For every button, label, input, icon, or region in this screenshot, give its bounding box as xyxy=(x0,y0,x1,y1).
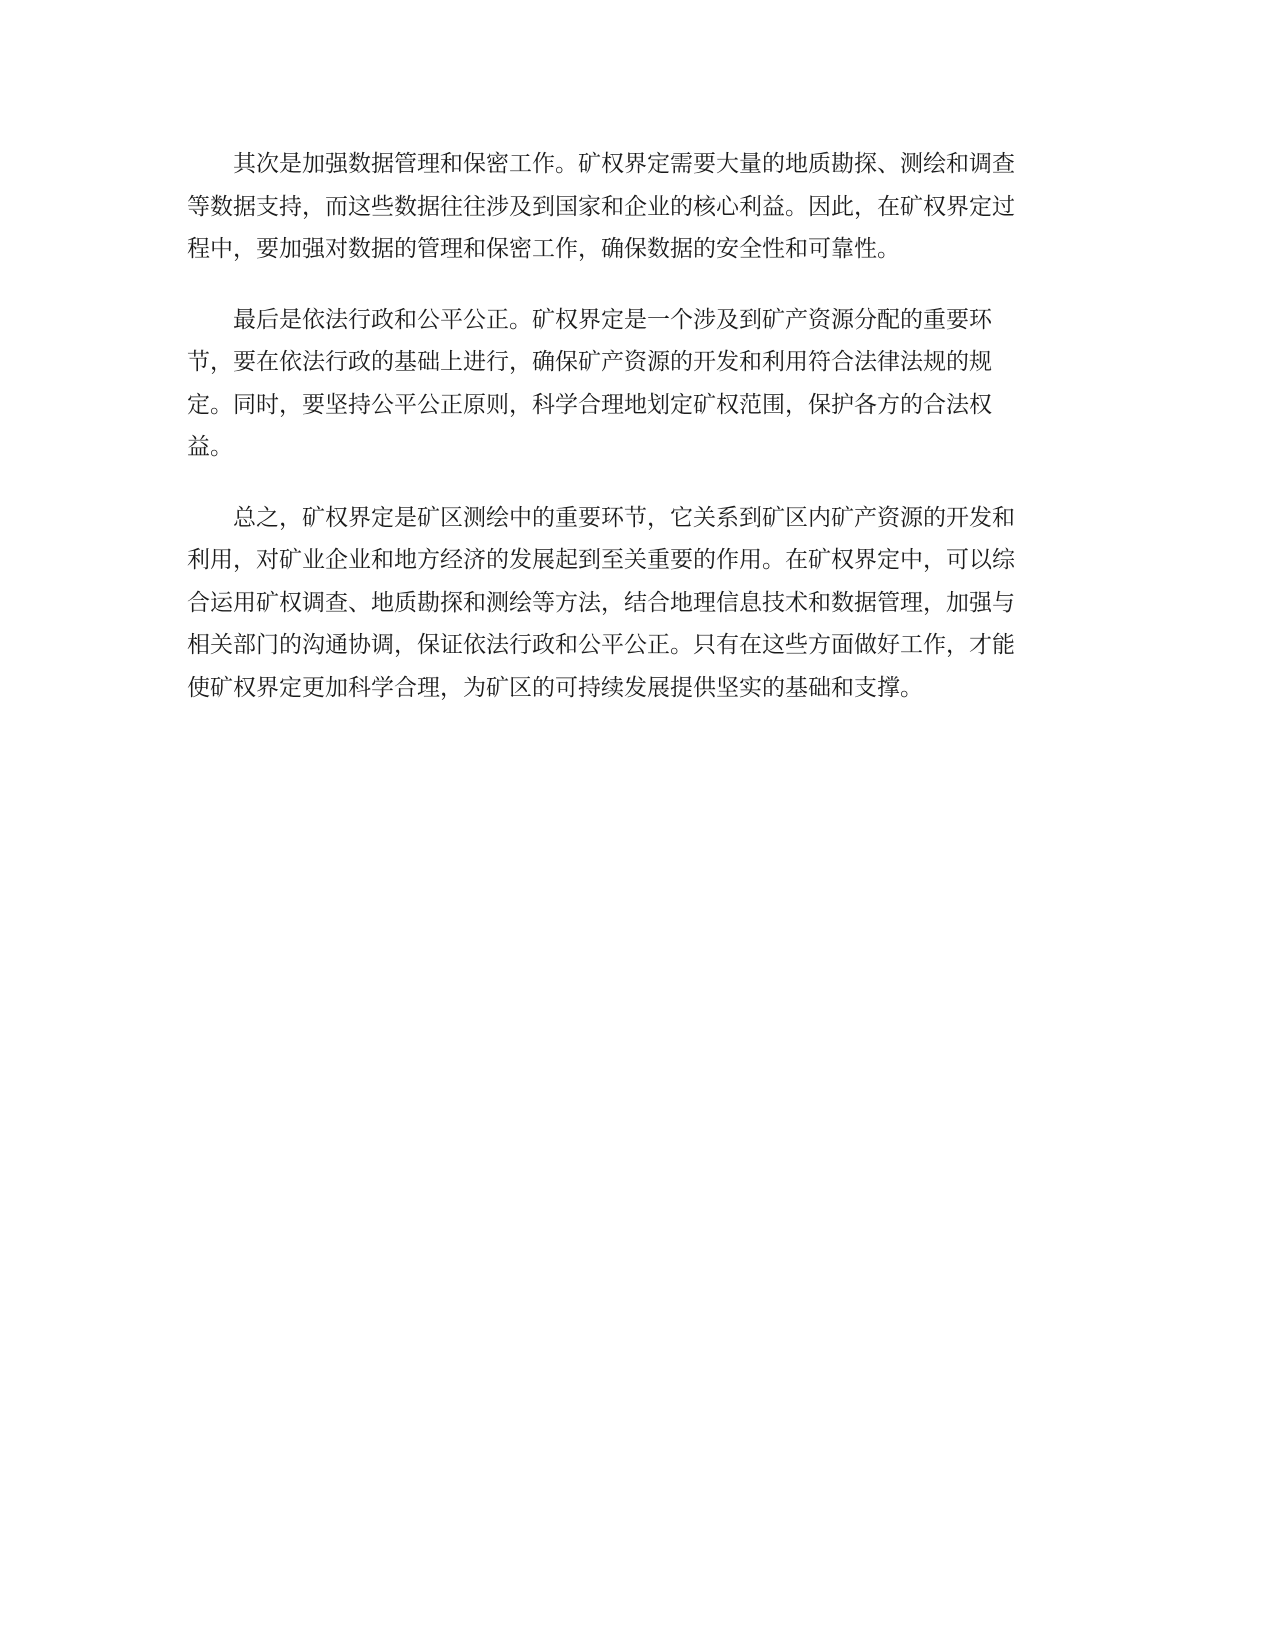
paragraph-data-management xyxy=(187,143,1087,271)
document-body xyxy=(187,143,1087,737)
paragraph-line: 等数据支持，而这些数据往往涉及到国家和企业的核心利益。因此，在矿权界定过 xyxy=(187,193,1015,220)
paragraph-line: 最后是依法行政和公平公正。矿权界定是一个涉及到矿产资源分配的重要环 xyxy=(233,306,992,333)
paragraph-line: 程中，要加强对数据的管理和保密工作，确保数据的安全性和可靠性。 xyxy=(187,236,900,262)
paragraph-line: 利用，对矿业企业和地方经济的发展起到至关重要的作用。在矿权界定中，可以综 xyxy=(187,547,1015,573)
paragraph-conclusion xyxy=(187,497,1087,710)
paragraph-lawful-administration xyxy=(187,299,1087,469)
paragraph-line: 使矿权界定更加科学合理，为矿区的可持续发展提供坚实的基础和支撑。 xyxy=(187,674,923,701)
paragraph-line: 相关部门的沟通协调，保证依法行政和公平公正。只有在这些方面做好工作，才能 xyxy=(187,632,1015,658)
paragraph-line: 益。 xyxy=(187,434,233,460)
paragraph-line: 其次是加强数据管理和保密工作。矿权界定需要大量的地质勘探、测绘和调查 xyxy=(233,151,1015,177)
paragraph-line: 合运用矿权调查、地质勘探和测绘等方法，结合地理信息技术和数据管理，加强与 xyxy=(187,589,1015,616)
paragraph-line: 节，要在依法行政的基础上进行，确保矿产资源的开发和利用符合法律法规的规 xyxy=(187,349,992,375)
paragraph-line: 总之，矿权界定是矿区测绘中的重要环节，它关系到矿区内矿产资源的开发和 xyxy=(233,504,1015,531)
paragraph-line: 定。同时，要坚持公平公正原则，科学合理地划定矿权范围，保护各方的合法权 xyxy=(187,391,992,418)
